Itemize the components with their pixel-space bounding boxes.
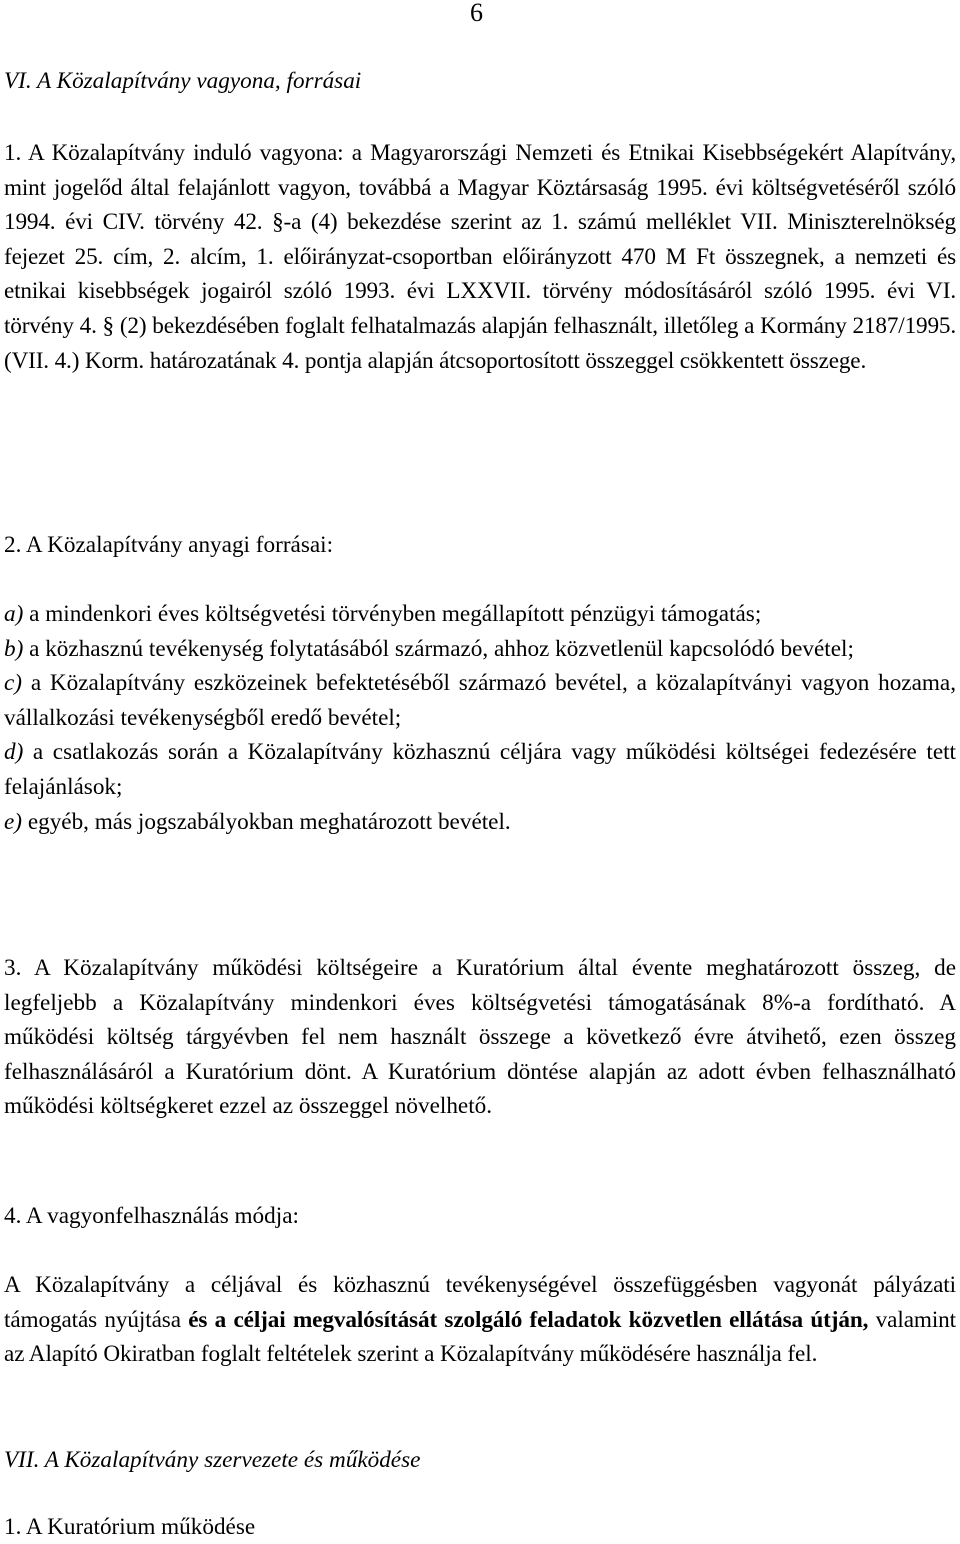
source-text: a közhasznú tevékenység folytatásából származó, ahhoz közvetlenül kapcsolódó bevétel; [29,635,854,662]
paragraph-initial-assets: 1. A Közalapítvány induló vagyona: a Magyarországi Nemzeti és Etnikai Kisebbségekért Alapítvány, mint jogelőd által felajánlott vagyon, továbbá a Magyar Köztársaság 1995. évi költségvetéséről szóló 1994. évi CIV. törvény 42. §-a (4) bekezdése szerint az 1. számú melléklet VII. Miniszterelnökség fejezet 25. cím, 2. alcím, 1. előirányzat-csoportban előirányzott 470 M Ft összegnek, a nemzeti és etnikai kisebbségek jogairól szóló 1993. évi LXXVII. törvény módosításáról szóló 1995. évi VI. törvény 4. § (2) bekezdésében foglalt felhatalmazás alapján felhasznált, illetőleg a Kormány 2187/1995. (VII. 4.) Korm. határozatának 4. pontja alapján átcsoportosított összeggel csökkentett összege. [4,140,956,374]
source-item-b [4,632,956,667]
subheading-material-sources: 2. A Közalapítvány anyagi forrásai: [4,532,334,558]
source-text: a Közalapítvány eszközeinek befektetéséből származó bevétel, a közalapítványi vagyon hozama, vállalkozási tevékenységből eredő bevétel; [4,670,957,731]
asset-usage-text-end: valamint az Alapító Okiratban foglalt feltételek szerint a Közalapítvány működésére használja fel. [4,1306,957,1368]
source-item-c [4,666,956,735]
source-item-e [4,805,956,840]
source-item-a [4,597,956,632]
section-heading-vi: VI. A Közalapítvány vagyona, forrásai [4,68,362,94]
source-text: a csatlakozás során a Közalapítvány közhasznú céljára vagy működési költségei fedezésére tett felajánlások; [4,739,957,800]
paragraph-asset-usage [4,1268,956,1372]
page-number: 6 [470,0,483,27]
source-item-d [4,735,956,804]
source-letter: c) [4,670,23,697]
source-text: a mindenkori éves költségvetési törvényben megállapított pénzügyi támogatás; [29,601,762,627]
subheading-board-operation: 1. A Kuratórium működése [4,1514,256,1540]
source-letter: a) [4,601,24,627]
asset-usage-text-start: A Közalapítvány a céljával és közhasznú tevékenységével összefüggésben vagyonát pályázati támogatás nyújtása [4,1272,956,1333]
section-heading-vii: VII. A Közalapítvány szervezete és működése [4,1447,421,1473]
source-text: egyéb, más jogszabályokban meghatározott bevétel. [27,808,511,835]
source-letter: e) [4,808,23,835]
paragraph-operating-costs: 3. A Közalapítvány működési költségeire a Kuratórium által évente meghatározott összeg, de legfeljebb a Közalapítvány mindenkori éves költségvetési támogatásának 8%-a fordítható. A működési költség tárgyévben fel nem használt összege a következő évre átvihető, ezen összeg felhasználásáról a Kuratórium dönt. A Kuratórium döntése alapján az adott évben felhasználható működési költségkeret ezzel az összeggel növelhető. [4,955,956,1120]
source-letter: d) [4,739,24,766]
asset-usage-bold-text: és a céljai megvalósítását szolgáló feladatok közvetlen ellátása útján, [188,1306,869,1333]
subheading-asset-usage: 4. A vagyonfelhasználás módja: [4,1203,299,1229]
sources-list [4,597,956,839]
source-letter: b) [4,635,24,662]
